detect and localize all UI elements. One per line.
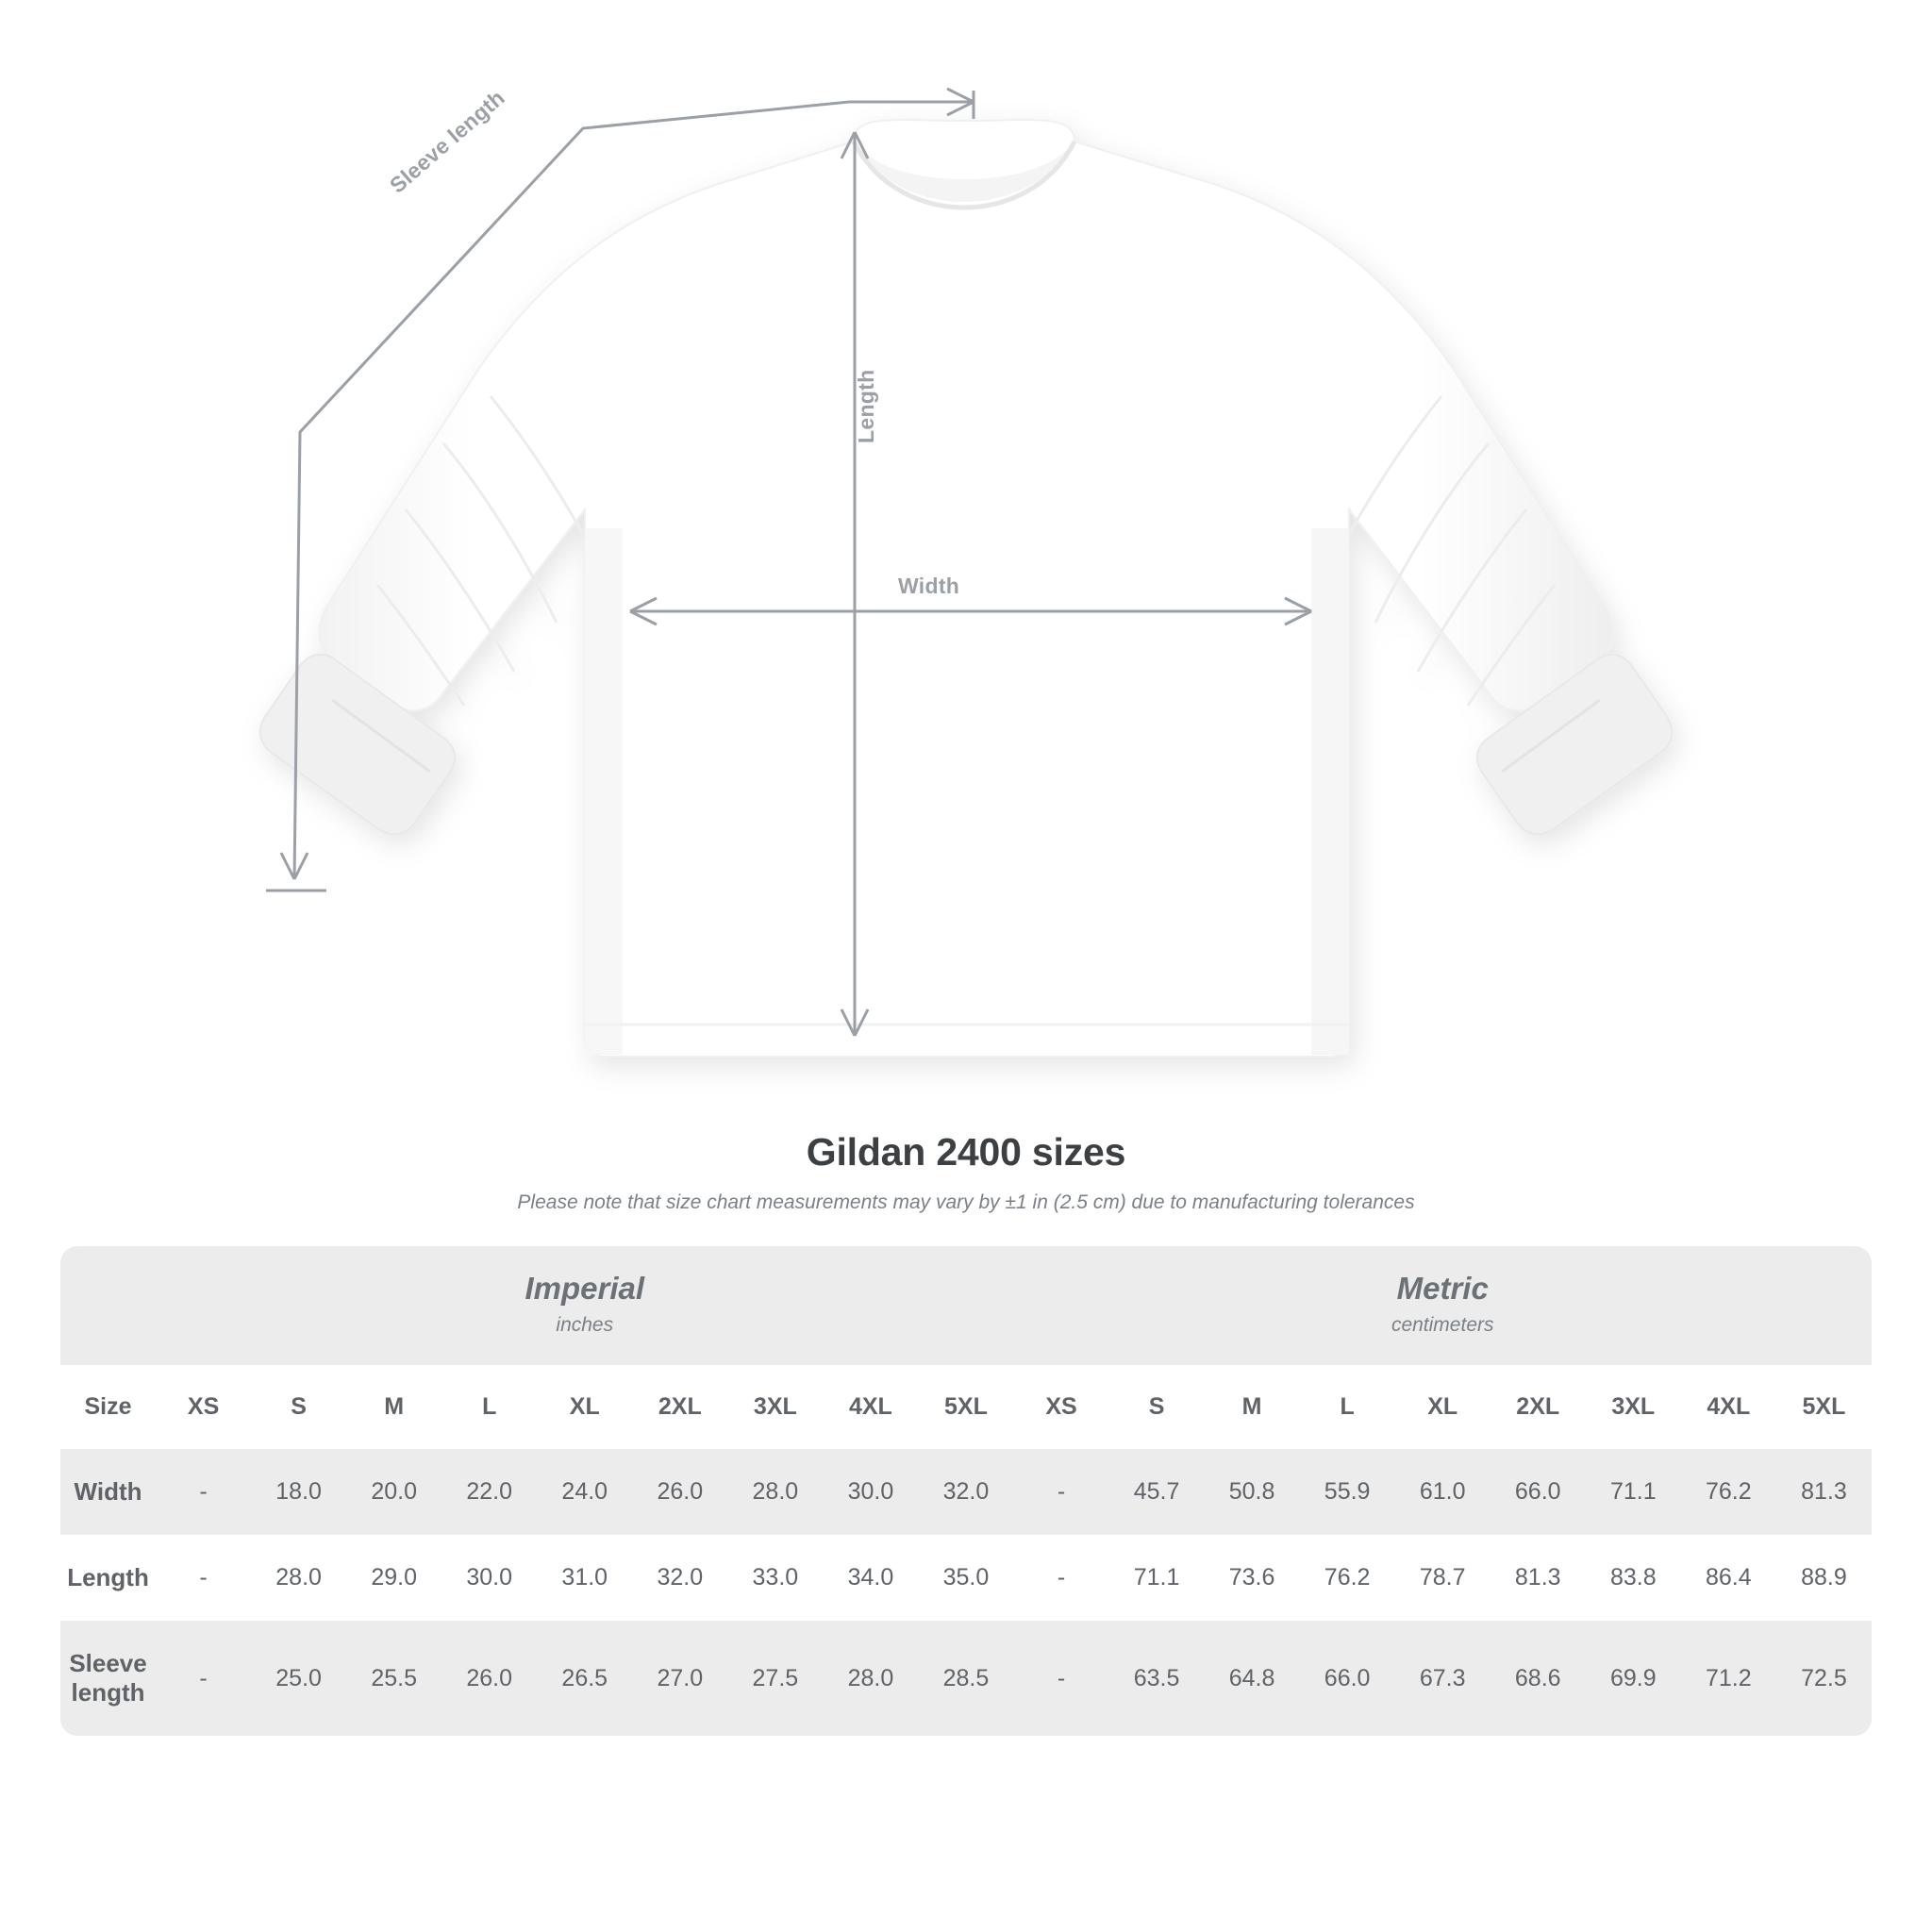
header-col-3: L <box>441 1365 537 1449</box>
unit-group-metric-sub: centimeters <box>1391 1314 1494 1336</box>
unit-header-spacer <box>60 1246 156 1365</box>
cell-width-8: 32.0 <box>918 1449 1013 1535</box>
cell-length-13: 78.7 <box>1419 1564 1466 1591</box>
cell-width-12: 55.9 <box>1300 1449 1395 1535</box>
cell-length-7: 34.0 <box>847 1564 894 1591</box>
cell-length-15: 83.8 <box>1609 1564 1657 1591</box>
cell-sleeve-11: 64.8 <box>1205 1621 1300 1736</box>
header-col-6: 3XL <box>727 1365 823 1449</box>
cell-width-0: - <box>156 1449 251 1535</box>
header-col-13: XL <box>1395 1365 1491 1449</box>
cell-length-11: 73.6 <box>1228 1564 1275 1591</box>
row-label-length: Length <box>67 1563 149 1591</box>
cell-length-2: 29.0 <box>371 1564 417 1591</box>
cell-length-16: 86.4 <box>1705 1564 1752 1591</box>
cell-length-5: 32.0 <box>657 1564 704 1591</box>
cell-width-3: 22.0 <box>441 1449 537 1535</box>
cell-sleeve-13: 67.3 <box>1395 1621 1491 1736</box>
cell-sleeve-17: 72.5 <box>1776 1621 1872 1736</box>
shirt-shape <box>260 120 1673 1057</box>
header-col-5: 2XL <box>632 1365 727 1449</box>
unit-group-imperial-name: Imperial <box>525 1271 645 1306</box>
cell-width-14: 66.0 <box>1491 1449 1586 1535</box>
row-label-width: Width <box>60 1449 156 1535</box>
header-col-10: S <box>1109 1365 1205 1449</box>
cell-sleeve-5: 27.0 <box>632 1621 727 1736</box>
cell-width-1: 18.0 <box>251 1449 346 1535</box>
header-col-12: L <box>1300 1365 1395 1449</box>
cell-sleeve-16: 71.2 <box>1681 1621 1776 1736</box>
cell-width-5: 26.0 <box>632 1449 727 1535</box>
header-col-14: 2XL <box>1491 1365 1586 1449</box>
cell-length-1: 28.0 <box>275 1564 322 1591</box>
cell-length-17: 88.9 <box>1801 1564 1847 1591</box>
unit-group-metric <box>1013 1246 1872 1365</box>
header-col-4: XL <box>537 1365 632 1449</box>
cell-width-17: 81.3 <box>1776 1449 1872 1535</box>
cell-length-10: 71.1 <box>1133 1564 1180 1591</box>
unit-group-imperial-sub: inches <box>556 1314 614 1336</box>
title-block <box>0 1130 1932 1214</box>
cell-sleeve-10: 63.5 <box>1109 1621 1205 1736</box>
cell-length-3: 30.0 <box>466 1564 513 1591</box>
column-header-row <box>60 1365 1872 1449</box>
cell-width-16: 76.2 <box>1681 1449 1776 1535</box>
header-col-8: 5XL <box>918 1365 1013 1449</box>
cell-width-10: 45.7 <box>1109 1449 1205 1535</box>
page-title: Gildan 2400 sizes <box>806 1130 1126 1174</box>
sleeve-length-dimension-label: Sleeve length <box>385 85 509 198</box>
cell-length-6: 33.0 <box>752 1564 799 1591</box>
cell-width-4: 24.0 <box>537 1449 632 1535</box>
table-row <box>60 1535 1872 1621</box>
cell-sleeve-9: - <box>1013 1621 1108 1736</box>
cell-sleeve-7: 28.0 <box>823 1621 918 1736</box>
cell-length-9: - <box>1057 1564 1066 1591</box>
cell-length-12: 76.2 <box>1324 1564 1371 1591</box>
cell-sleeve-14: 68.6 <box>1491 1621 1586 1736</box>
cell-length-0: - <box>199 1564 208 1591</box>
length-dimension-label: Length <box>854 369 878 443</box>
header-col-9: XS <box>1013 1365 1108 1449</box>
cell-sleeve-12: 66.0 <box>1300 1621 1395 1736</box>
cell-sleeve-2: 25.5 <box>346 1621 441 1736</box>
header-col-11: M <box>1205 1365 1300 1449</box>
table-row <box>60 1621 1872 1736</box>
cell-sleeve-1: 25.0 <box>251 1621 346 1736</box>
cell-width-7: 30.0 <box>823 1449 918 1535</box>
header-col-7: 4XL <box>823 1365 918 1449</box>
width-dimension-label: Width <box>898 574 960 598</box>
cell-sleeve-4: 26.5 <box>537 1621 632 1736</box>
header-col-16: 4XL <box>1681 1365 1776 1449</box>
row-label-sleeve-length: Sleeve length <box>60 1621 156 1736</box>
unit-header-row <box>60 1246 1872 1365</box>
header-col-17: 5XL <box>1776 1365 1872 1449</box>
cell-length-4: 31.0 <box>561 1564 608 1591</box>
size-table-wrapper <box>60 1246 1872 1736</box>
cell-length-8: 35.0 <box>942 1564 990 1591</box>
chart-subtitle: Please note that size chart measurements may vary by ±1 in (2.5 cm) due to manufacturing tolerances <box>517 1191 1415 1213</box>
cell-width-13: 61.0 <box>1395 1449 1491 1535</box>
cell-width-11: 50.8 <box>1205 1449 1300 1535</box>
header-size: Size <box>60 1365 156 1449</box>
size-table <box>60 1246 1872 1736</box>
cell-sleeve-6: 27.5 <box>727 1621 823 1736</box>
header-col-2: M <box>346 1365 441 1449</box>
header-col-1: S <box>251 1365 346 1449</box>
header-col-0: XS <box>156 1365 251 1449</box>
header-col-15: 3XL <box>1586 1365 1681 1449</box>
cell-width-2: 20.0 <box>346 1449 441 1535</box>
cell-sleeve-3: 26.0 <box>441 1621 537 1736</box>
table-row <box>60 1449 1872 1535</box>
unit-group-metric-name: Metric <box>1396 1271 1489 1306</box>
cell-sleeve-15: 69.9 <box>1586 1621 1681 1736</box>
unit-group-imperial <box>156 1246 1013 1365</box>
cell-sleeve-8: 28.5 <box>918 1621 1013 1736</box>
cell-width-9: - <box>1013 1449 1108 1535</box>
cell-length-14: 81.3 <box>1514 1564 1561 1591</box>
cell-sleeve-0: - <box>156 1621 251 1736</box>
cell-width-15: 71.1 <box>1586 1449 1681 1535</box>
cell-width-6: 28.0 <box>727 1449 823 1535</box>
